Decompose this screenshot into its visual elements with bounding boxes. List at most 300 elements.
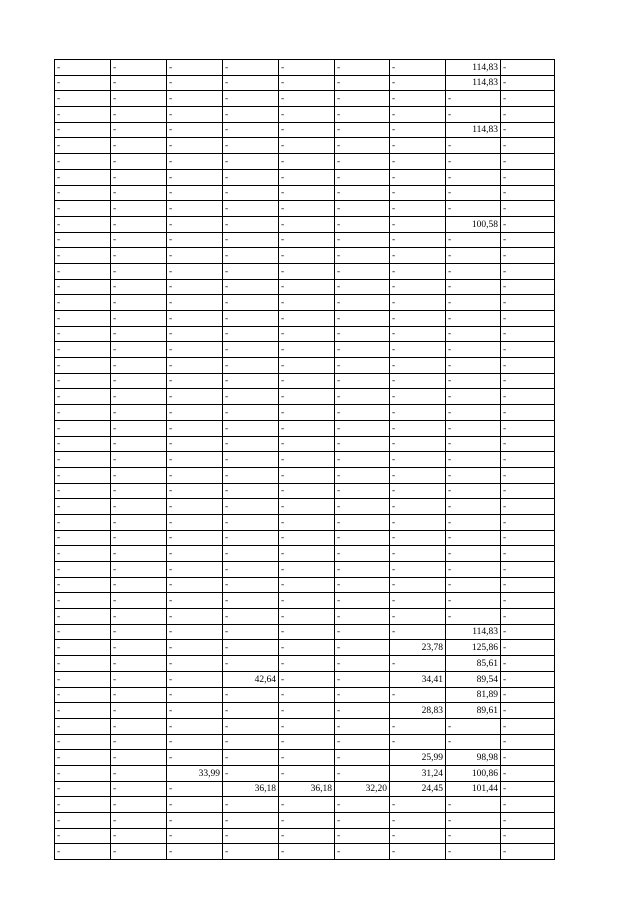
- table-cell: -: [390, 420, 446, 436]
- table-cell: -: [223, 813, 279, 829]
- table-cell: -: [55, 326, 111, 342]
- table-cell: -: [55, 122, 111, 138]
- table-cell: -: [111, 452, 167, 468]
- table-cell: -: [223, 154, 279, 170]
- table-row: [55, 138, 555, 154]
- table-cell: -: [335, 405, 390, 421]
- table-cell: -: [111, 499, 167, 515]
- table-cell: -: [111, 311, 167, 327]
- table-cell: -: [390, 813, 446, 829]
- table-cell: -: [111, 797, 167, 813]
- table-cell: -: [390, 687, 446, 703]
- table-cell: -: [335, 750, 390, 766]
- table-cell: -: [279, 91, 335, 107]
- table-cell: -: [167, 499, 223, 515]
- table-cell: -: [279, 624, 335, 640]
- table-cell: -: [111, 703, 167, 719]
- table-cell: -: [446, 154, 501, 170]
- table-row: [55, 263, 555, 279]
- table-cell: -: [223, 734, 279, 750]
- table-cell: -: [390, 311, 446, 327]
- table-cell: -: [111, 577, 167, 593]
- table-cell: -: [501, 781, 555, 797]
- table-cell: -: [446, 201, 501, 217]
- table-cell: -: [335, 734, 390, 750]
- table-cell: -: [335, 358, 390, 374]
- table-cell: -: [55, 452, 111, 468]
- table-cell: -: [446, 734, 501, 750]
- table-cell: -: [390, 169, 446, 185]
- table-cell: -: [501, 91, 555, 107]
- table-cell: -: [279, 828, 335, 844]
- table-cell: -: [446, 718, 501, 734]
- table-cell: -: [111, 750, 167, 766]
- table-cell: -: [279, 609, 335, 625]
- table-cell: -: [335, 389, 390, 405]
- table-cell: -: [501, 185, 555, 201]
- table-cell: -: [335, 436, 390, 452]
- table-cell: -: [111, 75, 167, 91]
- table-cell: -: [167, 577, 223, 593]
- table-cell: -: [335, 562, 390, 578]
- table-cell: -: [335, 609, 390, 625]
- table-cell: -: [111, 342, 167, 358]
- table-cell: -: [335, 107, 390, 123]
- table-cell: -: [446, 813, 501, 829]
- table-cell: -: [446, 107, 501, 123]
- table-cell: -: [335, 232, 390, 248]
- table-cell: -: [279, 483, 335, 499]
- table-cell: -: [167, 813, 223, 829]
- table-cell: -: [223, 216, 279, 232]
- table-cell: -: [501, 295, 555, 311]
- table-cell: -: [223, 452, 279, 468]
- table-cell: 101,44: [446, 781, 501, 797]
- table-cell: -: [390, 358, 446, 374]
- table-cell: -: [501, 546, 555, 562]
- table-cell: -: [111, 358, 167, 374]
- table-row: [55, 154, 555, 170]
- table-cell: -: [279, 216, 335, 232]
- table-cell: -: [446, 499, 501, 515]
- table-cell: -: [390, 718, 446, 734]
- table-cell: -: [501, 232, 555, 248]
- table-row: [55, 593, 555, 609]
- table-cell: -: [167, 342, 223, 358]
- table-cell: -: [501, 107, 555, 123]
- table-cell: -: [279, 593, 335, 609]
- table-cell: -: [55, 514, 111, 530]
- table-row: [55, 797, 555, 813]
- table-cell: -: [390, 405, 446, 421]
- table-cell: -: [55, 248, 111, 264]
- table-cell: -: [501, 562, 555, 578]
- table-cell: -: [390, 248, 446, 264]
- table-cell: -: [446, 326, 501, 342]
- table-cell: -: [223, 797, 279, 813]
- table-cell: -: [279, 232, 335, 248]
- table-cell: -: [111, 624, 167, 640]
- table-cell: -: [446, 593, 501, 609]
- table-row: [55, 765, 555, 781]
- table-cell: -: [446, 263, 501, 279]
- table-cell: -: [167, 122, 223, 138]
- table-cell: -: [390, 342, 446, 358]
- table-row: [55, 185, 555, 201]
- table-cell: -: [335, 671, 390, 687]
- table-cell: -: [390, 624, 446, 640]
- table-cell: -: [167, 138, 223, 154]
- table-cell: -: [55, 624, 111, 640]
- table-cell: -: [167, 530, 223, 546]
- table-cell: -: [279, 201, 335, 217]
- table-cell: 125,86: [446, 640, 501, 656]
- table-cell: -: [111, 295, 167, 311]
- table-cell: -: [223, 844, 279, 860]
- table-cell: -: [501, 201, 555, 217]
- table-cell: -: [167, 562, 223, 578]
- table-cell: 89,54: [446, 671, 501, 687]
- table-row: [55, 436, 555, 452]
- table-row: [55, 546, 555, 562]
- table-cell: -: [390, 656, 446, 672]
- table-cell: -: [223, 640, 279, 656]
- table-cell: -: [501, 640, 555, 656]
- table-cell: -: [167, 436, 223, 452]
- table-cell: -: [167, 640, 223, 656]
- table-cell: -: [111, 248, 167, 264]
- table-cell: -: [167, 263, 223, 279]
- table-cell: 81,89: [446, 687, 501, 703]
- table-cell: -: [335, 467, 390, 483]
- table-row: [55, 499, 555, 515]
- table-cell: -: [111, 530, 167, 546]
- table-cell: -: [446, 844, 501, 860]
- table-cell: -: [223, 514, 279, 530]
- table-cell: -: [223, 765, 279, 781]
- table-cell: -: [55, 828, 111, 844]
- table-cell: -: [390, 185, 446, 201]
- table-cell: -: [335, 514, 390, 530]
- table-cell: -: [501, 358, 555, 374]
- table-cell: -: [223, 609, 279, 625]
- table-cell: -: [335, 373, 390, 389]
- table-cell: 114,83: [446, 60, 501, 76]
- table-cell: -: [390, 91, 446, 107]
- table-row: [55, 624, 555, 640]
- table-cell: -: [167, 797, 223, 813]
- table-cell: -: [223, 703, 279, 719]
- table-cell: -: [167, 671, 223, 687]
- table-cell: -: [223, 373, 279, 389]
- table-cell: -: [501, 499, 555, 515]
- table-row: [55, 311, 555, 327]
- table-cell: -: [223, 420, 279, 436]
- table-cell: -: [501, 593, 555, 609]
- table-cell: -: [167, 828, 223, 844]
- table-cell: -: [279, 60, 335, 76]
- table-row: [55, 514, 555, 530]
- table-cell: -: [55, 750, 111, 766]
- table-cell: -: [335, 687, 390, 703]
- table-cell: -: [279, 734, 335, 750]
- table-row: [55, 342, 555, 358]
- table-cell: -: [446, 248, 501, 264]
- table-cell: -: [279, 169, 335, 185]
- table-cell: -: [279, 797, 335, 813]
- table-cell: -: [446, 483, 501, 499]
- table-cell: -: [55, 91, 111, 107]
- table-cell: -: [335, 185, 390, 201]
- table-cell: -: [390, 373, 446, 389]
- table-cell: 31,24: [390, 765, 446, 781]
- table-cell: -: [167, 60, 223, 76]
- table-cell: -: [55, 201, 111, 217]
- table-cell: -: [279, 185, 335, 201]
- table-row: [55, 781, 555, 797]
- table-cell: -: [279, 405, 335, 421]
- table-cell: -: [55, 311, 111, 327]
- table-cell: -: [390, 436, 446, 452]
- table-cell: 24,45: [390, 781, 446, 797]
- table-cell: -: [167, 483, 223, 499]
- table-cell: -: [111, 185, 167, 201]
- table-row: [55, 405, 555, 421]
- table-cell: -: [390, 499, 446, 515]
- table-row: [55, 373, 555, 389]
- table-cell: -: [111, 640, 167, 656]
- table-cell: -: [55, 405, 111, 421]
- table-row: [55, 483, 555, 499]
- table-cell: -: [501, 216, 555, 232]
- table-cell: -: [223, 326, 279, 342]
- table-cell: -: [55, 609, 111, 625]
- table-cell: -: [446, 828, 501, 844]
- table-row: [55, 656, 555, 672]
- table-cell: -: [55, 530, 111, 546]
- table-cell: -: [167, 232, 223, 248]
- table-cell: -: [335, 499, 390, 515]
- table-cell: -: [55, 138, 111, 154]
- table-cell: -: [111, 154, 167, 170]
- table-cell: -: [335, 201, 390, 217]
- table-row: [55, 358, 555, 374]
- table-cell: -: [167, 844, 223, 860]
- table-cell: -: [111, 91, 167, 107]
- table-cell: -: [111, 405, 167, 421]
- table-cell: -: [167, 169, 223, 185]
- table-cell: -: [501, 703, 555, 719]
- table-cell: -: [390, 452, 446, 468]
- table-cell: -: [390, 122, 446, 138]
- table-cell: -: [279, 656, 335, 672]
- table-cell: -: [55, 577, 111, 593]
- table-cell: -: [501, 718, 555, 734]
- table-cell: -: [167, 248, 223, 264]
- table-cell: -: [55, 342, 111, 358]
- table-row: [55, 609, 555, 625]
- table-cell: -: [279, 358, 335, 374]
- table-cell: -: [223, 232, 279, 248]
- table-cell: -: [335, 311, 390, 327]
- table-cell: -: [111, 671, 167, 687]
- table-cell: -: [279, 514, 335, 530]
- table-row: [55, 687, 555, 703]
- table-row: [55, 389, 555, 405]
- table-cell: -: [501, 828, 555, 844]
- table-cell: -: [446, 358, 501, 374]
- table-cell: -: [390, 201, 446, 217]
- table-cell: -: [223, 389, 279, 405]
- table-cell: -: [501, 624, 555, 640]
- table-row: [55, 107, 555, 123]
- table-row: [55, 279, 555, 295]
- table-cell: -: [501, 514, 555, 530]
- table-cell: -: [335, 279, 390, 295]
- table-cell: -: [390, 609, 446, 625]
- table-cell: -: [501, 122, 555, 138]
- table-cell: -: [446, 562, 501, 578]
- table-cell: -: [501, 60, 555, 76]
- table-cell: -: [111, 813, 167, 829]
- table-cell: -: [501, 813, 555, 829]
- table-row: [55, 60, 555, 76]
- table-cell: -: [390, 734, 446, 750]
- table-cell: -: [167, 546, 223, 562]
- table-cell: -: [446, 530, 501, 546]
- table-cell: -: [223, 201, 279, 217]
- table-cell: -: [501, 577, 555, 593]
- table-cell: -: [501, 734, 555, 750]
- table-cell: -: [55, 389, 111, 405]
- table-cell: -: [446, 405, 501, 421]
- table-cell: -: [223, 483, 279, 499]
- table-cell: -: [55, 467, 111, 483]
- table-cell: -: [335, 169, 390, 185]
- table-cell: -: [223, 358, 279, 374]
- table-cell: -: [279, 389, 335, 405]
- table-cell: -: [167, 295, 223, 311]
- table-body: [55, 60, 555, 860]
- table-row: [55, 467, 555, 483]
- table-cell: -: [167, 656, 223, 672]
- table-cell: -: [335, 703, 390, 719]
- table-cell: -: [167, 358, 223, 374]
- table-cell: -: [279, 154, 335, 170]
- table-cell: -: [167, 452, 223, 468]
- table-cell: -: [446, 138, 501, 154]
- table-cell: -: [335, 483, 390, 499]
- table-cell: -: [335, 342, 390, 358]
- table-cell: -: [446, 295, 501, 311]
- table-cell: -: [390, 295, 446, 311]
- table-cell: -: [167, 593, 223, 609]
- table-cell: -: [390, 138, 446, 154]
- table-cell: -: [501, 389, 555, 405]
- table-cell: -: [501, 467, 555, 483]
- table-cell: -: [501, 452, 555, 468]
- table-cell: 33,99: [167, 765, 223, 781]
- table-cell: -: [55, 703, 111, 719]
- table-cell: -: [335, 797, 390, 813]
- table-cell: -: [390, 514, 446, 530]
- table-cell: -: [335, 624, 390, 640]
- table-cell: -: [55, 232, 111, 248]
- table-row: [55, 671, 555, 687]
- table-cell: -: [111, 216, 167, 232]
- table-row: [55, 562, 555, 578]
- table-cell: 28,83: [390, 703, 446, 719]
- table-cell: -: [111, 373, 167, 389]
- table-cell: -: [335, 546, 390, 562]
- table-row: [55, 169, 555, 185]
- table-cell: -: [390, 389, 446, 405]
- table-cell: -: [223, 436, 279, 452]
- table-cell: -: [111, 593, 167, 609]
- table-row: [55, 295, 555, 311]
- table-cell: -: [167, 91, 223, 107]
- table-cell: 89,61: [446, 703, 501, 719]
- table-cell: 23,78: [390, 640, 446, 656]
- table-cell: -: [167, 311, 223, 327]
- table-cell: -: [167, 734, 223, 750]
- table-cell: -: [390, 326, 446, 342]
- table-cell: -: [223, 311, 279, 327]
- table-cell: 114,83: [446, 75, 501, 91]
- table-cell: -: [335, 138, 390, 154]
- table-cell: -: [55, 546, 111, 562]
- table-cell: -: [223, 342, 279, 358]
- table-cell: 36,18: [223, 781, 279, 797]
- table-cell: -: [223, 75, 279, 91]
- table-row: [55, 750, 555, 766]
- table-cell: -: [279, 467, 335, 483]
- table-row: [55, 813, 555, 829]
- table-cell: -: [335, 813, 390, 829]
- table-cell: -: [55, 75, 111, 91]
- table-cell: -: [335, 248, 390, 264]
- table-cell: -: [335, 530, 390, 546]
- table-cell: -: [279, 562, 335, 578]
- table-cell: -: [167, 750, 223, 766]
- table-cell: -: [55, 844, 111, 860]
- table-cell: -: [111, 828, 167, 844]
- table-cell: -: [111, 844, 167, 860]
- table-cell: -: [55, 499, 111, 515]
- table-cell: -: [446, 373, 501, 389]
- table-cell: -: [501, 687, 555, 703]
- table-cell: -: [279, 703, 335, 719]
- table-cell: -: [223, 467, 279, 483]
- table-cell: -: [223, 530, 279, 546]
- table-cell: -: [223, 248, 279, 264]
- table-cell: -: [335, 844, 390, 860]
- table-cell: -: [167, 467, 223, 483]
- table-cell: -: [55, 765, 111, 781]
- table-cell: -: [390, 483, 446, 499]
- table-cell: -: [111, 279, 167, 295]
- table-row: [55, 734, 555, 750]
- table-cell: -: [446, 232, 501, 248]
- table-cell: -: [446, 797, 501, 813]
- table-cell: -: [55, 718, 111, 734]
- table-cell: -: [501, 248, 555, 264]
- table-cell: -: [223, 295, 279, 311]
- table-row: [55, 201, 555, 217]
- table-cell: -: [501, 154, 555, 170]
- table-cell: -: [111, 609, 167, 625]
- table-cell: -: [279, 75, 335, 91]
